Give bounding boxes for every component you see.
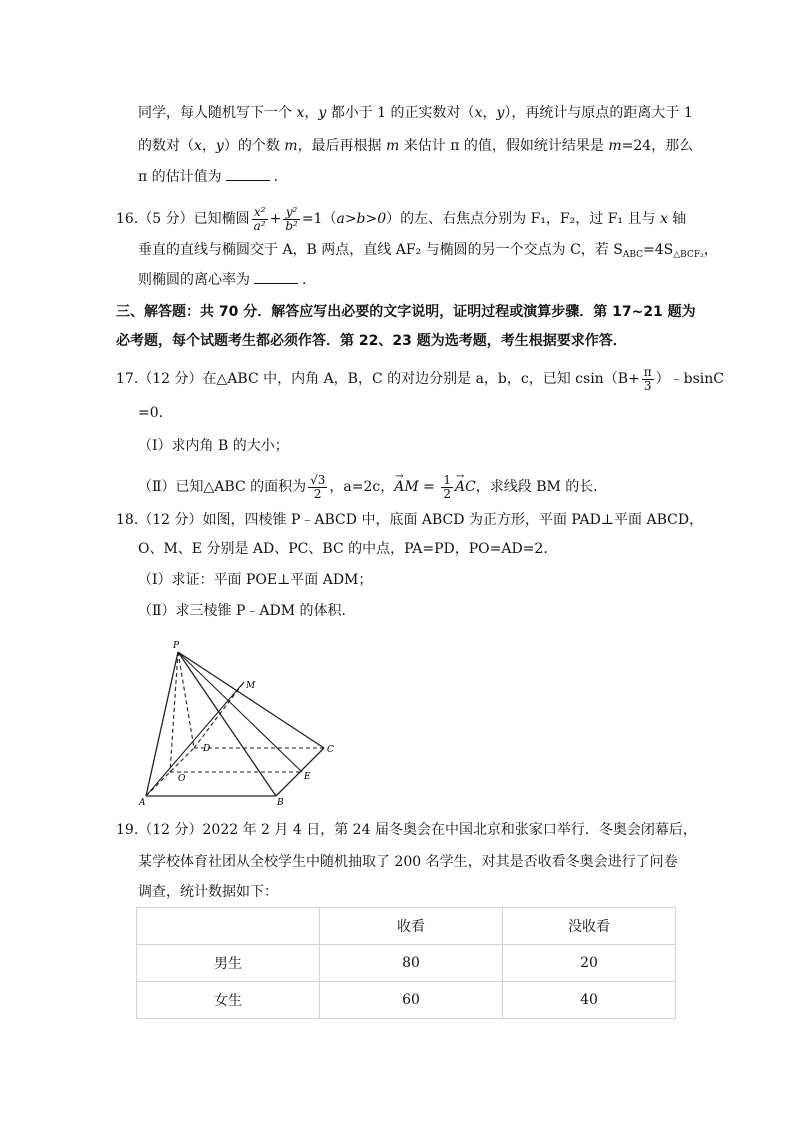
var-x: x <box>296 105 305 121</box>
q15-text: 来估计 π 的值，假如统计结果是 <box>399 138 609 154</box>
edge-pd <box>178 652 194 748</box>
section-3-heading: 三、解答题：共 70 分．解答应写出必要的文字说明，证明过程或演算步骤．第 17~21 题为 <box>116 304 696 320</box>
label-o: O <box>178 774 186 784</box>
fraction-sqrt3-2 <box>308 474 327 501</box>
numerator: √3 <box>310 472 326 487</box>
q19-line-1: 19.（12 分）2022 年 2 月 4 日，第 24 届冬奥会在中国北京和张家口举行．冬奥会闭幕后， <box>116 822 697 838</box>
pyramid-figure <box>136 636 342 808</box>
vector-ac: → AC <box>455 470 476 504</box>
comma: ， <box>482 105 497 121</box>
q16-text: . <box>302 272 307 288</box>
q16-text: 16.（5 分）已知椭圆 <box>116 211 250 227</box>
table-cell: 20 <box>503 945 676 982</box>
var-y: y <box>215 138 224 154</box>
q17-text: 17.（12 分）在△ABC 中，内角 A，B，C 的对边分别是 a，b，c，已知 csin（B+ <box>116 371 640 387</box>
q16-text: ）的左、右焦点分别为 F₁，F₂，过 F₁ 且与 <box>386 211 660 227</box>
q16-text: =4S <box>643 242 674 258</box>
q18-part-1: （Ⅰ）求证：平面 POE⊥平面 ADM； <box>138 572 373 588</box>
q17-part-1: （Ⅰ）求内角 B 的大小； <box>138 438 289 454</box>
q19-line-2: 某学校体育社团从全校学生中随机抽取了 200 名学生，对其是否收看冬奥会进行了问卷 <box>138 854 678 870</box>
table-header-cell <box>137 908 320 945</box>
segment-am <box>146 682 244 796</box>
denominator: b² <box>285 218 298 233</box>
var-x: x <box>474 105 483 121</box>
q17-text: ）﹣bsinC <box>655 371 724 387</box>
table-cell: 男生 <box>137 945 320 982</box>
table-row <box>137 945 676 982</box>
fraction-pi-3 <box>642 366 654 393</box>
var-m: m <box>284 138 298 154</box>
answer-blank[interactable] <box>254 269 298 284</box>
var-x: x <box>194 138 202 154</box>
table-cell: 80 <box>320 945 503 982</box>
numerator: π <box>643 364 652 379</box>
table-cell: 40 <box>503 982 676 1019</box>
q17-text: ，求线段 BM 的长． <box>475 479 608 495</box>
q15-line-3 <box>138 166 278 187</box>
q18-part-2: （Ⅱ）求三棱锥 P﹣ADM 的体积． <box>138 603 356 619</box>
comma: ， <box>304 105 319 121</box>
q16-text: =1（ <box>301 211 337 227</box>
q15-text: 同学，每人随机写下一个 <box>138 105 297 121</box>
q16-line-3 <box>138 269 306 290</box>
q19-line-3: 调查，统计数据如下： <box>138 884 278 900</box>
vector-am: → AM <box>394 470 418 504</box>
q15-text: ），再统计与原点的距离大于 1 <box>504 105 693 121</box>
fraction-y2-b2 <box>283 206 300 233</box>
numerator: x² <box>252 206 268 220</box>
section-3-heading-cont: 必考题，每个试题考生都必须作答．第 22、23 题为选考题，考生根据要求作答． <box>116 333 627 349</box>
var-x: x <box>659 211 668 227</box>
q15-text: =24，那么 <box>621 138 694 154</box>
q15-text: 都小于 1 的正实数对（ <box>326 105 475 121</box>
fraction-x2-a2 <box>252 206 268 233</box>
subscript: △BCF₂ <box>673 250 704 260</box>
table-header-cell: 收看 <box>320 908 503 945</box>
q18-line-1: 18.（12 分）如图，四棱锥 P﹣ABCD 中，底面 ABCD 为正方形，平面 PAD⊥平面 ABCD， <box>116 512 704 528</box>
denominator: a² <box>253 218 266 233</box>
table-cell: 女生 <box>137 982 320 1019</box>
var-y: y <box>318 105 327 121</box>
q16-text: 轴 <box>667 211 687 227</box>
label-b: B <box>277 798 284 808</box>
survey-table <box>136 907 676 1019</box>
label-e: E <box>304 772 311 782</box>
edge-pe <box>178 652 302 772</box>
q16-line-2 <box>138 240 718 265</box>
var-m: m <box>608 138 622 154</box>
q16-text: ， <box>703 242 718 258</box>
q17-text: ，a=2c， <box>329 479 395 495</box>
denominator: 2 <box>313 486 322 501</box>
var-y: y <box>496 105 505 121</box>
label-p: P <box>173 641 180 651</box>
edge-pb <box>178 652 276 796</box>
denominator: 2 <box>443 486 451 501</box>
denominator: 3 <box>643 378 652 393</box>
answer-blank[interactable] <box>226 166 270 181</box>
table-row <box>137 982 676 1019</box>
q15-text: ）的个数 <box>223 138 285 154</box>
numerator: y² <box>283 206 300 220</box>
q15-text: ，最后再根据 <box>297 138 387 154</box>
comma: ， <box>201 138 216 154</box>
q15-text: . <box>273 169 279 185</box>
equals-sign: = <box>418 479 440 495</box>
q15-line-1 <box>138 103 693 123</box>
subscript: ABC <box>622 250 644 260</box>
label-m: M <box>246 681 256 691</box>
table-cell: 60 <box>320 982 503 1019</box>
q17-text: （Ⅱ）已知△ABC 的面积为 <box>138 479 307 495</box>
label-a: A <box>139 798 146 808</box>
q17-line-1 <box>116 364 724 394</box>
q15-text: π 的估计值为 <box>138 169 222 185</box>
q16-text: 垂直的直线与椭圆交于 A，B 两点，直线 AF₂ 与椭圆的另一个交点为 C，若 S <box>138 242 623 258</box>
var-m: m <box>386 138 400 154</box>
table-header-cell: 没收看 <box>503 908 676 945</box>
q16-line-1 <box>116 202 686 236</box>
numerator: 1 <box>443 472 451 487</box>
q18-line-2: O、M、E 分别是 AD、PC、BC 的中点，PA=PD，PO=AD=2． <box>138 541 558 557</box>
label-c: C <box>327 745 334 755</box>
plus-sign: + <box>269 211 282 227</box>
label-d: D <box>203 744 211 754</box>
q15-text: 的数对（ <box>138 138 194 154</box>
q17-line-2: =0． <box>138 405 173 421</box>
q16-text: 则椭圆的离心率为 <box>138 272 250 288</box>
q15-line-2 <box>138 136 693 156</box>
q17-part-2 <box>138 470 607 504</box>
table-header-row <box>137 908 676 945</box>
q16-condition: a>b>0 <box>336 211 387 227</box>
fraction-1-2 <box>441 474 453 501</box>
